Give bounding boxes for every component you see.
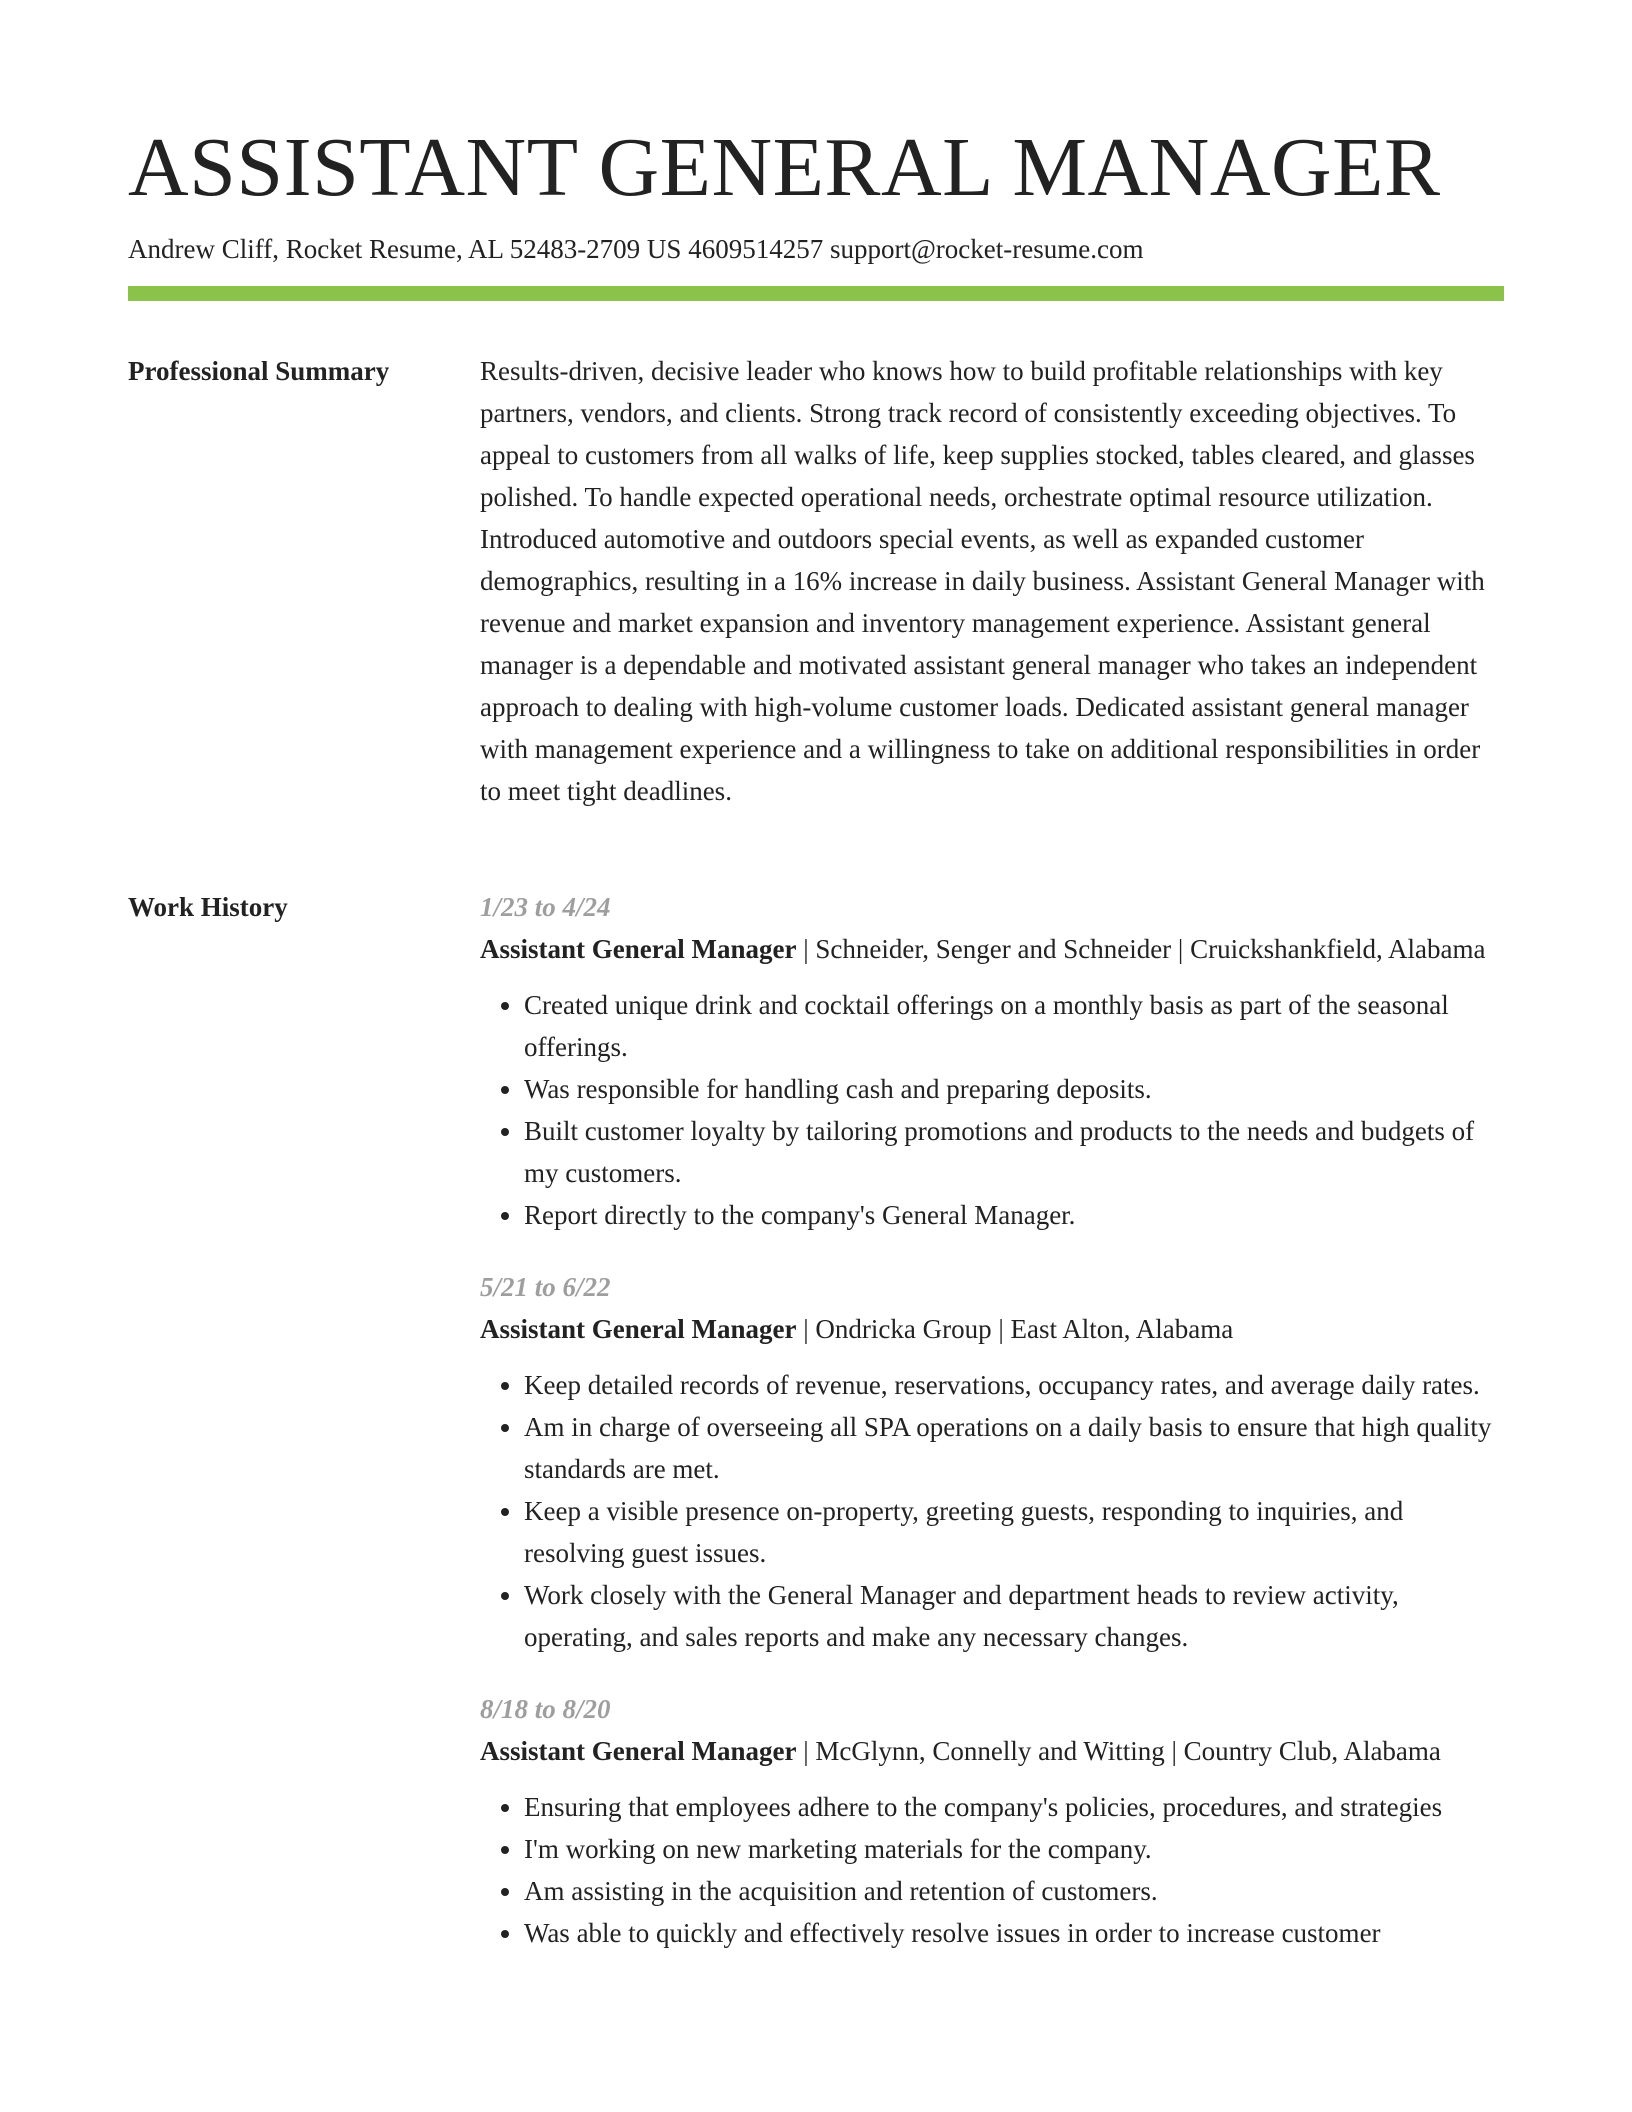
job-bullet: • Report directly to the company's General Manager. xyxy=(524,1194,1504,1236)
job-entry xyxy=(480,1266,1504,1658)
job-dates: 1/23 to 4/24 xyxy=(480,892,611,922)
job-bullet: • I'm working on new marketing materials for the company. xyxy=(524,1828,1504,1870)
job-dates: 5/21 to 6/22 xyxy=(480,1272,611,1302)
job-details: | Schneider, Senger and Schneider | Cruickshankfield, Alabama xyxy=(796,934,1486,964)
job-details: | Ondricka Group | East Alton, Alabama xyxy=(796,1314,1234,1344)
job-entry xyxy=(480,886,1504,1236)
summary-heading: Professional Summary xyxy=(128,356,390,386)
job-bullet: • Am assisting in the acquisition and retention of customers. xyxy=(524,1870,1504,1912)
job-bullet: • Created unique drink and cocktail offerings on a monthly basis as part of the seasonal offerings. xyxy=(524,984,1504,1068)
job-bullet: • Was responsible for handling cash and preparing deposits. xyxy=(524,1068,1504,1110)
header-divider xyxy=(128,286,1504,301)
job-bullet: • Keep a visible presence on-property, greeting guests, responding to inquiries, and resolving guest issues. xyxy=(524,1490,1504,1574)
job-title-line xyxy=(480,928,1504,970)
job-bullets xyxy=(480,984,1504,1236)
job-dates: 8/18 to 8/20 xyxy=(480,1694,611,1724)
job-bullet: • Ensuring that employees adhere to the company's policies, procedures, and strategies xyxy=(524,1786,1504,1828)
job-bullet: • Keep detailed records of revenue, reservations, occupancy rates, and average daily rates. xyxy=(524,1364,1504,1406)
job-details: | McGlynn, Connelly and Witting | Country Club, Alabama xyxy=(796,1736,1441,1766)
resume-title: ASSISTANT GENERAL MANAGER xyxy=(128,121,1441,214)
summary-text: Results-driven, decisive leader who knows how to build profitable relationships with key partners, vendors, and clients. Strong track record of consistently exceeding objectives. To appeal to customers from all walks of life, keep supplies stocked, tables cleared, and glasses polished. To handle expected operational needs, orchestrate optimal resource utilization. Introduced automotive and outdoors special events, as well as expanded customer demographics, resulting in a 16% increase in daily business. Assistant General Manager with revenue and market expansion and inventory management experience. Assistant general manager is a dependable and motivated assistant general manager who takes an independent approach to dealing with high-volume customer loads. Dedicated assistant general manager with management experience and a willingness to take on additional responsibilities in order to meet tight deadlines. xyxy=(480,356,1485,806)
summary-body xyxy=(480,350,1504,812)
job-title-line xyxy=(480,1730,1504,1772)
job-bullet: • Was able to quickly and effectively resolve issues in order to increase customer xyxy=(524,1912,1504,1954)
contact-line: Andrew Cliff, Rocket Resume, AL 52483-2709 US 4609514257 support@rocket-resume.com xyxy=(128,234,1144,264)
work-history-heading: Work History xyxy=(128,892,288,922)
job-title-line xyxy=(480,1308,1504,1350)
job-title: Assistant General Manager xyxy=(480,1314,797,1344)
job-bullets xyxy=(480,1786,1504,1954)
work-history-body xyxy=(480,886,1504,1984)
job-bullet: • Work closely with the General Manager and department heads to review activity, operating, and sales reports and make any necessary changes. xyxy=(524,1574,1504,1658)
job-bullet: • Am in charge of overseeing all SPA operations on a daily basis to ensure that high quality standards are met. xyxy=(524,1406,1504,1490)
job-entry xyxy=(480,1688,1504,1954)
job-title: Assistant General Manager xyxy=(480,934,797,964)
job-bullets xyxy=(480,1364,1504,1658)
job-bullet: • Built customer loyalty by tailoring promotions and products to the needs and budgets of my customers. xyxy=(524,1110,1504,1194)
job-title: Assistant General Manager xyxy=(480,1736,797,1766)
